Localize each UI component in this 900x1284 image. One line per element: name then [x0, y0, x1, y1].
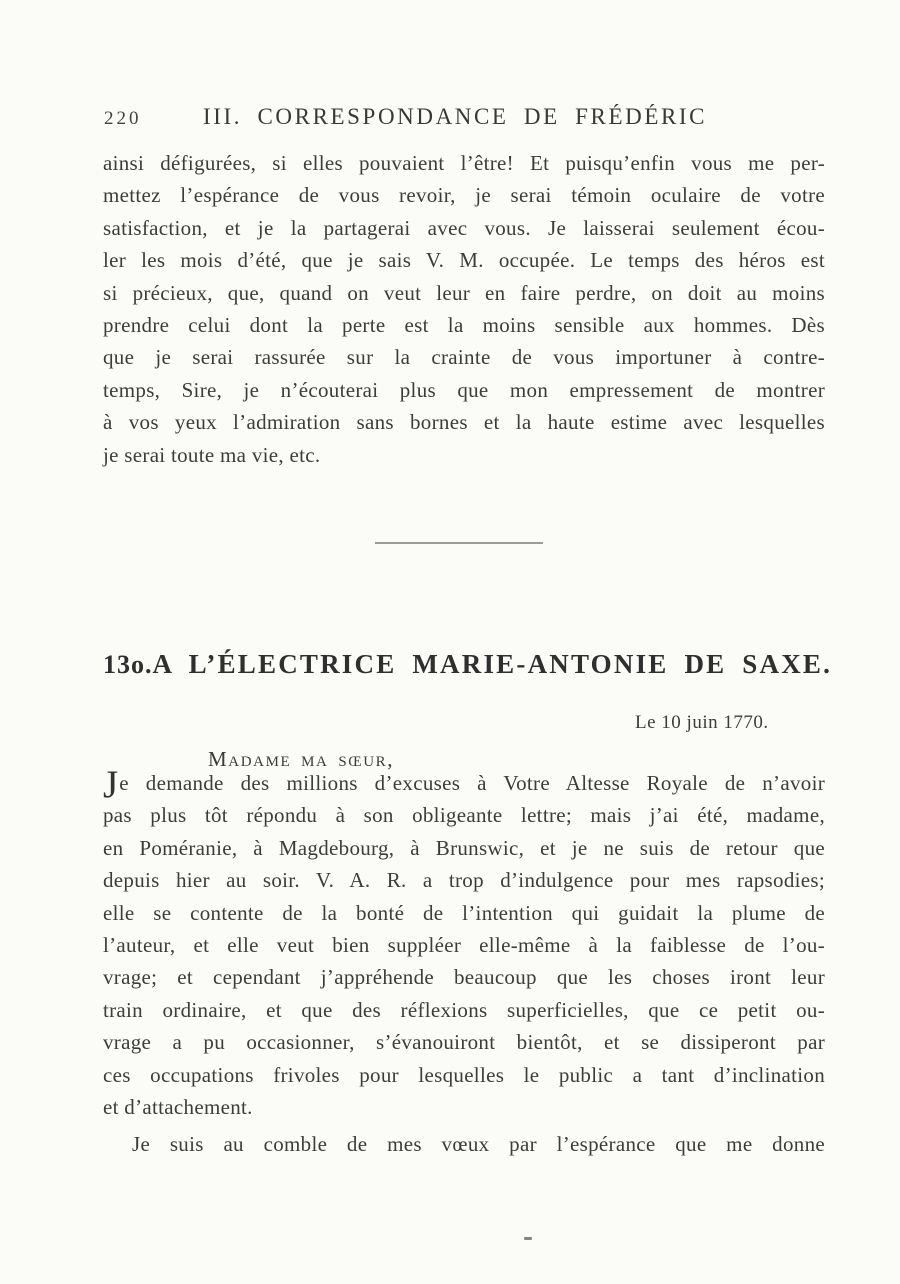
text-line: vrage a pu occasionner, s’évanouiront bientôt, et se dissiperont par: [103, 1030, 825, 1055]
letter-number: 13o.: [103, 650, 153, 679]
text-line: ler les mois d’été, que je sais V. M. occupée. Le temps des héros est: [103, 248, 825, 273]
letter-body-paragraph: [103, 763, 825, 1123]
letter-closing-paragraph: [103, 1128, 825, 1160]
text-line: si précieux, que, quand on veut leur en faire perdre, on doit au moins: [103, 280, 825, 305]
text-line: [103, 763, 825, 806]
text-line: en Poméranie, à Magdebourg, à Brunswic, et je ne suis de retour que: [103, 835, 825, 860]
text-line: elle se contente de la bonté de l’intention qui guidait la plume de: [103, 900, 825, 925]
text-line: Je suis au comble de mes vœux par l’espérance que me donne: [132, 1132, 825, 1156]
text-line: ainsi défigurées, si elles pouvaient l’être! Et puisqu’enfin vous me per-: [103, 151, 825, 175]
letter-dateline: Le 10 juin 1770.: [635, 712, 769, 733]
drop-cap-initial: J: [103, 763, 119, 806]
text-line: à vos yeux l’admiration sans bornes et la haute estime avec lesquelles: [103, 410, 825, 435]
previous-letter-paragraph: [103, 147, 825, 471]
text-line: vrage; et cependant j’appréhende beaucoup que les choses iront leur: [103, 965, 825, 990]
letter-heading: [103, 649, 833, 680]
text-line: satisfaction, et je la partagerai avec vous. Je laisserai seulement écou-: [103, 215, 825, 240]
text-line: mettez l’espérance de vous revoir, je serai témoin oculaire de votre: [103, 183, 825, 208]
text-line: que je serai rassurée sur la crainte de vous importuner à contre-: [103, 345, 825, 370]
text-line: pas plus tôt répondu à son obligeante lettre; mais j’ai été, madame,: [103, 803, 825, 828]
letter-title: A L’ÉLECTRICE MARIE-ANTONIE DE SAXE.: [152, 649, 833, 679]
text-line: prendre celui dont la perte est la moins sensible aux hommes. Dès: [103, 313, 825, 338]
text-line: train ordinaire, et que des réflexions superficielles, que ce petit ou-: [103, 997, 825, 1022]
text-line: temps, Sire, je n’écouterai plus que mon empressement de montrer: [103, 377, 825, 402]
text-line: ces occupations frivoles pour lesquelles le public a tant d’inclination: [103, 1062, 825, 1087]
first-line-text: e demande des millions d’excuses à Votre Altesse Royale de n’avoir: [119, 771, 825, 795]
text-line: et d’attachement.: [103, 1095, 253, 1120]
running-header-title: III. CORRESPONDANCE DE FRÉDÉRIC: [203, 104, 708, 129]
scan-artifact-mark: [524, 1237, 532, 1240]
section-divider-rule: [375, 542, 543, 544]
text-line: depuis hier au soir. V. A. R. a trop d’indulgence pour mes rapsodies;: [103, 868, 825, 893]
text-line: je serai toute ma vie, etc.: [103, 442, 321, 467]
text-line: l’auteur, et elle veut bien suppléer elle-même à la faiblesse de l’ou-: [103, 933, 825, 958]
page-number: 220: [104, 108, 142, 129]
letter-salutation: Madame ma sœur,: [208, 747, 395, 771]
